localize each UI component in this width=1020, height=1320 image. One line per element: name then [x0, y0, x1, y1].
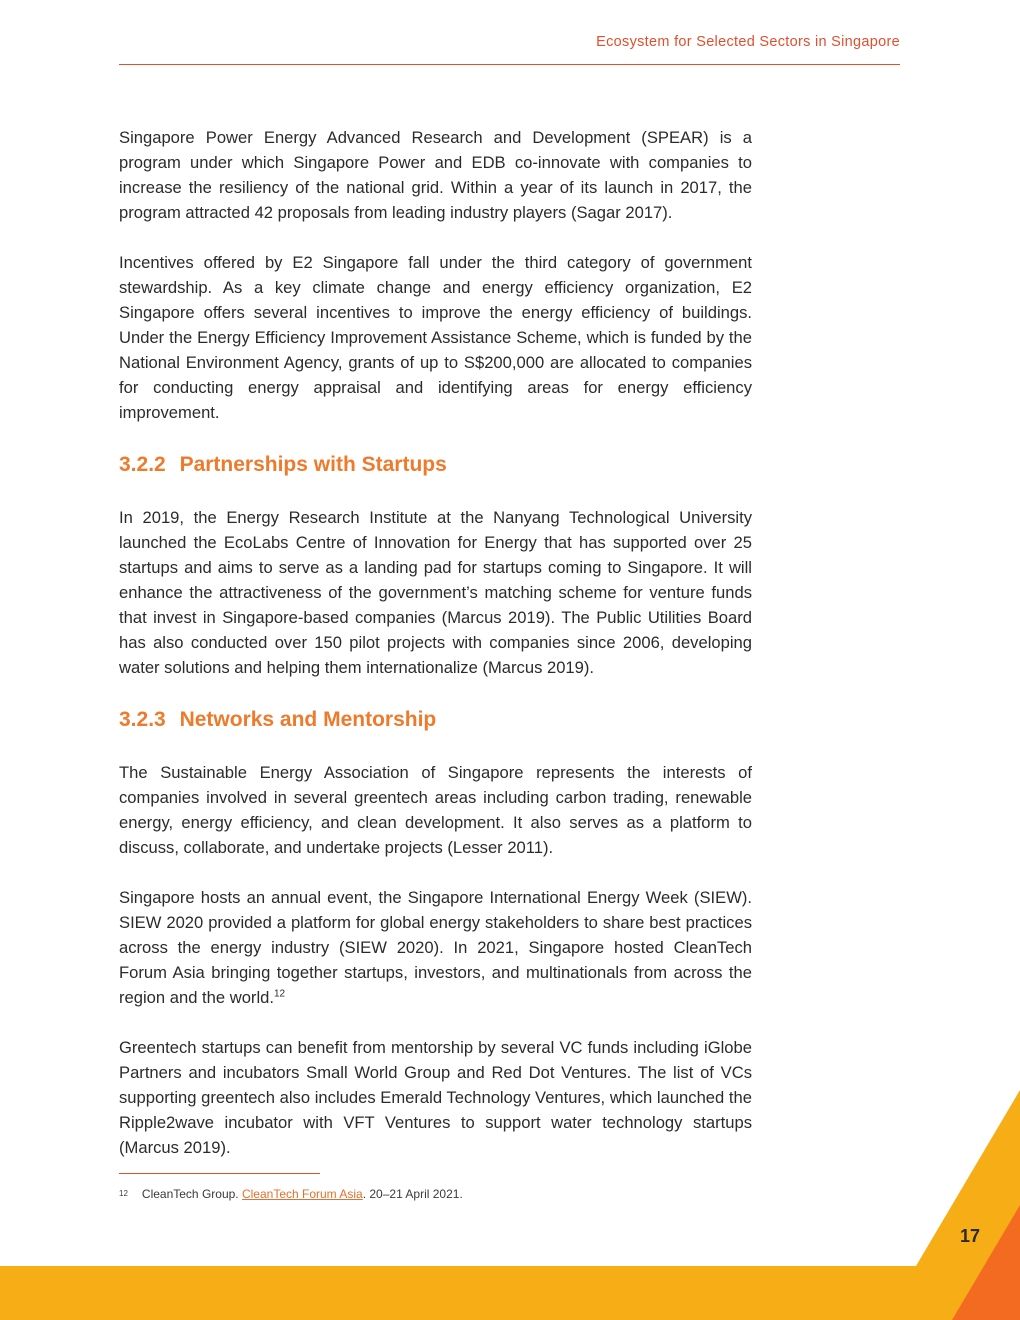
section-number: 3.2.2 [119, 453, 166, 476]
paragraph-e2-singapore: Incentives offered by E2 Singapore fall under the third category of government stewardship. As a key climate change and energy efficiency organization, E2 Singapore offers several incentives to improve the energy efficiency of buildings. Under the Energy Efficiency Improvement Assistance Scheme, which is funded by the National Environment Agency, grants of up to S$200,000 are allocated to companies for conducting energy appraisal and identifying areas for energy efficiency improvement. [119, 253, 752, 422]
paragraph-ecolabs: In 2019, the Energy Research Institute at the Nanyang Technological University launched the EcoLabs Centre of Innovation for Energy that has supported over 25 startups and aims to serve as a landing pad for startups coming to Singapore. It will enhance the attractiveness of the government’s matching scheme for venture funds that invest in Singapore-based companies (Marcus 2019). The Public Utilities Board has also conducted over 150 pilot projects with companies since 2006, developing water solutions and helping them internationalize (Marcus 2019). [119, 508, 752, 677]
paragraph-siew-text: Singapore hosts an annual event, the Singapore International Energy Week (SIEW). SIEW 2020 provided a platform for global energy stakeholders to share best practices across the energy industry (SIEW 2020). In 2021, Singapore hosted CleanTech Forum Asia bringing together startups, investors, and multinationals from across the region and the world. [119, 888, 752, 1007]
footnote-link[interactable]: CleanTech Forum Asia [241, 1187, 363, 1201]
footnote-prefix: CleanTech Group. [141, 1187, 242, 1201]
paragraph-spear: Singapore Power Energy Advanced Research and Development (SPEAR) is a program under which Singapore Power and EDB co-innovate with companies to increase the resiliency of the national grid. Within a year of its launch in 2017, the program attracted 42 proposals from leading industry players (Sagar 2017). [119, 128, 752, 222]
paragraph-seas: The Sustainable Energy Association of Singapore represents the interests of companies involved in several greentech areas including carbon trading, renewable energy, energy efficiency, and clean development. It also serves as a platform to discuss, collaborate, and undertake projects (Lesser 2011). [119, 763, 752, 857]
section-title: Networks and Mentorship [179, 708, 437, 731]
yellow-footer-band [0, 1266, 1020, 1320]
page-number: 17 [959, 1226, 981, 1246]
footnote-reference[interactable]: 12 [273, 988, 286, 1000]
running-header: Ecosystem for Selected Sectors in Singapore [596, 34, 900, 50]
footnote-mark: 12 [119, 1189, 128, 1198]
section-title: Partnerships with Startups [179, 453, 447, 476]
paragraph-mentorship: Greentech startups can benefit from mentorship by several VC funds including iGlobe Partners and incubators Small World Group and Red Dot Ventures. The list of VCs supporting greentech also includes Emerald Technology Ventures, which launched the Ripple2wave incubator with VFT Ventures to support water technology startups (Marcus 2019). [119, 1038, 752, 1157]
footnote-suffix: . 20–21 April 2021. [362, 1187, 463, 1201]
section-number: 3.2.3 [119, 708, 166, 731]
